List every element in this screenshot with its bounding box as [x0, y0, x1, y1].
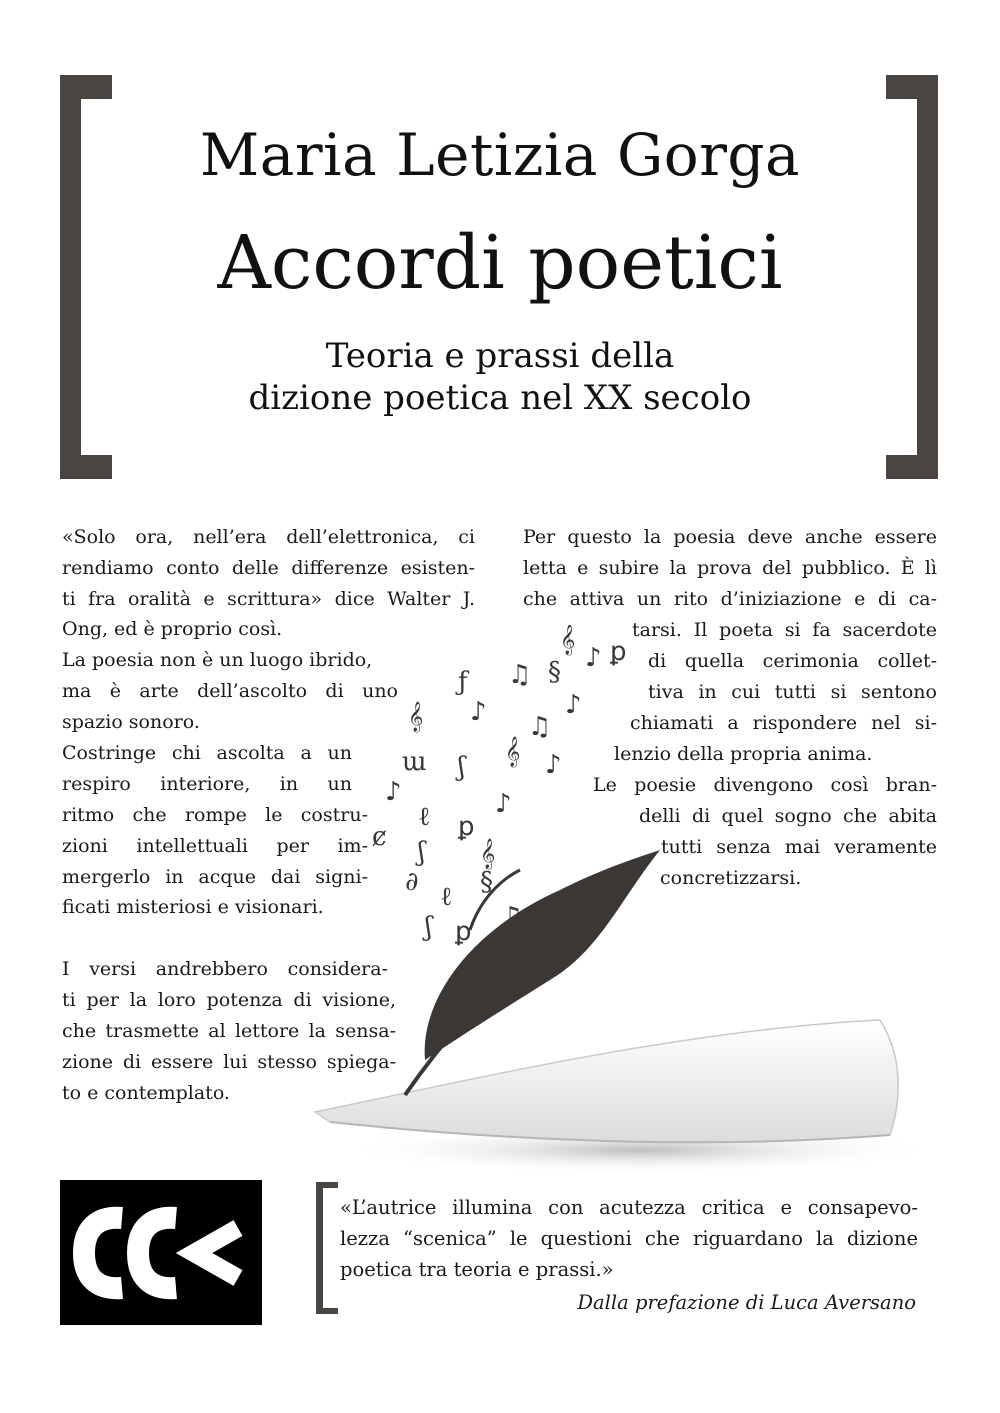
svg-text:ꝑ: ꝑ — [610, 637, 627, 667]
text-line: La poesia non è un luogo ibrido, — [62, 648, 373, 671]
text-line: di quella cerimonia collet- — [648, 650, 937, 672]
text-line: spazio sonoro. — [62, 711, 200, 733]
body-paragraph — [62, 1078, 230, 1109]
text-line: delli di quel sogno che abita — [639, 805, 937, 827]
body-paragraph — [62, 522, 475, 614]
paper-sheet — [315, 1020, 898, 1142]
svg-text:♪: ♪ — [545, 750, 562, 780]
text-line: ficati misteriosi e visionari. — [62, 896, 324, 918]
text-line: concretizzarsi. — [660, 867, 802, 889]
text-line: ma è arte dell’ascolto di uno — [62, 680, 398, 702]
subtitle-line: dizione poetica nel XX secolo — [248, 378, 752, 418]
text-line: ti per la loro potenza di visione, — [62, 989, 396, 1011]
svg-text:♪: ♪ — [565, 690, 582, 720]
text-line: «Solo ora, nell’era dell’elettronica, ci — [62, 526, 475, 548]
body-paragraph — [661, 832, 937, 863]
text-line: Per questo la poesia deve anche essere — [523, 526, 937, 548]
body-paragraph — [614, 739, 872, 770]
svg-text:♪: ♪ — [470, 697, 487, 727]
svg-text:§: § — [548, 657, 561, 687]
svg-text:ʃ: ʃ — [458, 752, 466, 782]
blurb-quote — [340, 1192, 918, 1285]
book-title: Accordi poetici — [217, 220, 783, 306]
body-paragraph — [62, 800, 368, 892]
svg-text:𝄞: 𝄞 — [408, 702, 424, 732]
text-line: Costringe chi ascolta a un — [62, 742, 352, 764]
body-paragraph — [639, 801, 937, 832]
svg-text:ℓ: ℓ — [418, 802, 431, 832]
svg-text:ȼ: ȼ — [372, 822, 387, 852]
text-line: tutti senza mai veramente — [661, 836, 937, 858]
blurb-line: «L’autrice illumina con acutezza critica e consapevo- — [340, 1196, 918, 1219]
text-line: letta e subire la prova del pubblico. È lì — [523, 556, 937, 579]
body-paragraph — [630, 708, 937, 739]
svg-text:♪: ♪ — [495, 789, 512, 819]
right-bracket — [886, 75, 938, 479]
svg-text:♫: ♫ — [500, 902, 524, 932]
body-paragraph — [523, 522, 937, 614]
svg-text:♪: ♪ — [385, 777, 402, 807]
body-paragraph — [62, 892, 324, 923]
blurb-attribution: Dalla prefazione di Luca Aversano — [577, 1291, 916, 1314]
body-paragraph — [660, 863, 801, 894]
svg-text:ʃ: ʃ — [418, 837, 426, 867]
svg-text:♫: ♫ — [508, 660, 532, 690]
text-line: respiro interiore, in un — [62, 772, 352, 795]
quote-bracket — [316, 1182, 338, 1314]
text-line: rendiamo conto delle differenze esisten- — [62, 556, 475, 579]
text-line: tiva in cui tutti si sentono — [648, 680, 937, 703]
body-paragraph — [62, 707, 200, 738]
subtitle-line: Teoria e prassi della — [325, 336, 675, 376]
feather-vane — [425, 850, 660, 1060]
body-paragraph — [648, 646, 937, 708]
body-paragraph — [593, 770, 937, 801]
svg-text:ꝑ: ꝑ — [455, 917, 472, 947]
svg-text:♫: ♫ — [528, 712, 552, 742]
svg-text:𝄞: 𝄞 — [560, 625, 576, 655]
svg-text:ƒ: ƒ — [458, 667, 468, 697]
body-paragraph — [62, 676, 398, 707]
text-line: zione di essere lui stesso spiega- — [62, 1050, 396, 1073]
text-line: ritmo che rompe le costru- — [62, 804, 368, 826]
publisher-logo-mark — [60, 1180, 262, 1325]
svg-text:ℓ: ℓ — [440, 882, 453, 912]
body-paragraph — [632, 615, 937, 646]
blurb-line: lezza “scenica” le questioni che riguardano la dizione — [340, 1227, 918, 1250]
publisher-logo — [60, 1180, 262, 1325]
svg-text:ꝑ: ꝑ — [458, 812, 475, 842]
text-line: lenzio della propria anima. — [614, 743, 873, 765]
text-line: tarsi. Il poeta si fa sacerdote — [632, 619, 937, 641]
svg-text:𝄞: 𝄞 — [505, 737, 521, 767]
left-bracket — [60, 75, 112, 479]
body-paragraph — [62, 985, 396, 1077]
text-line: mergerlo in acque dai signi- — [62, 865, 368, 888]
blurb-line: poetica tra teoria e prassi.» — [340, 1258, 614, 1281]
text-line: ti fra oralità e scrittura» dice Walter J. — [62, 587, 475, 610]
svg-text:∂: ∂ — [405, 867, 419, 897]
body-paragraph — [62, 738, 352, 800]
svg-text:𝄞: 𝄞 — [480, 839, 496, 869]
body-paragraph — [62, 954, 388, 985]
subtitle — [140, 335, 860, 419]
text-line: Le poesie divengono così bran- — [593, 774, 937, 796]
text-line: I versi andrebbero considera- — [62, 958, 388, 980]
text-line: Ong, ed è proprio così. — [62, 618, 283, 640]
text-line: che attiva un rito d’iniziazione e di ca- — [523, 587, 937, 610]
author-name: Maria Letizia Gorga — [199, 121, 801, 189]
svg-text:ʃ: ʃ — [425, 912, 433, 942]
text-line: to e contemplato. — [62, 1082, 230, 1104]
text-line: che trasmette al lettore la sensa- — [62, 1019, 396, 1042]
text-line: zioni intellettuali per im- — [62, 834, 368, 857]
text-line: chiamati a rispondere nel si- — [630, 712, 937, 734]
svg-text:§: § — [480, 867, 493, 897]
svg-text:♪: ♪ — [585, 643, 602, 673]
svg-text:ɯ: ɯ — [402, 747, 427, 777]
body-paragraph — [62, 614, 372, 676]
